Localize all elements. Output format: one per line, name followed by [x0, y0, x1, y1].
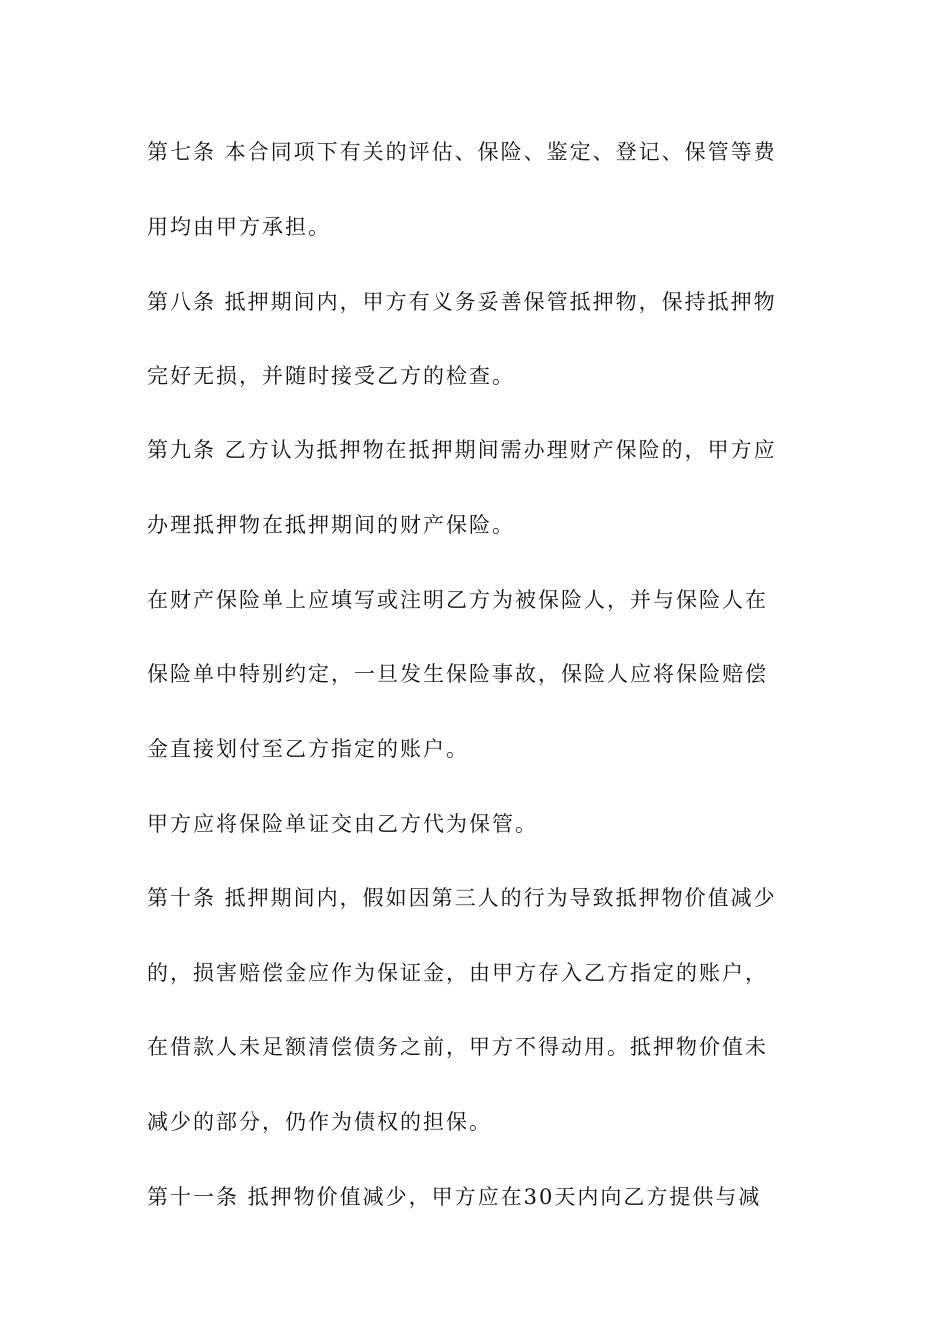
text-line-10: 甲方应将保险单证交由乙方代为保管。 — [147, 812, 538, 836]
text-line-12: 的，损害赔偿金应作为保证金，由甲方存入乙方指定的账户， — [147, 961, 768, 985]
text-line-8: 保险单中特别约定，一旦发生保险事故，保险人应将保险赔偿 — [147, 662, 768, 686]
text-line-14: 减少的部分，仍作为债权的担保。 — [147, 1110, 492, 1134]
text-line-15: 第十一条 抵押物价值减少，甲方应在30天内向乙方提供与减 — [147, 1185, 762, 1209]
text-line-4: 完好无损，并随时接受乙方的检查。 — [147, 364, 515, 388]
text-line-7: 在财产保险单上应填写或注明乙方为被保险人，并与保险人在 — [147, 588, 768, 612]
text-line-13: 在借款人未足额清偿债务之前，甲方不得动用。抵押物价值未 — [147, 1035, 768, 1059]
text-line-6: 办理抵押物在抵押期间的财产保险。 — [147, 513, 515, 537]
text-line-9: 金直接划付至乙方指定的账户。 — [147, 737, 469, 761]
text-line-11: 第十条 抵押期间内，假如因第三人的行为导致抵押物价值减少 — [147, 886, 777, 910]
text-line-1: 第七条 本合同项下有关的评估、保险、鉴定、登记、保管等费 — [147, 140, 777, 164]
text-line-3: 第八条 抵押期间内，甲方有义务妥善保管抵押物，保持抵押物 — [147, 290, 777, 314]
text-line-5: 第九条 乙方认为抵押物在抵押期间需办理财产保险的，甲方应 — [147, 438, 777, 462]
text-line-2: 用均由甲方承担。 — [147, 215, 331, 239]
